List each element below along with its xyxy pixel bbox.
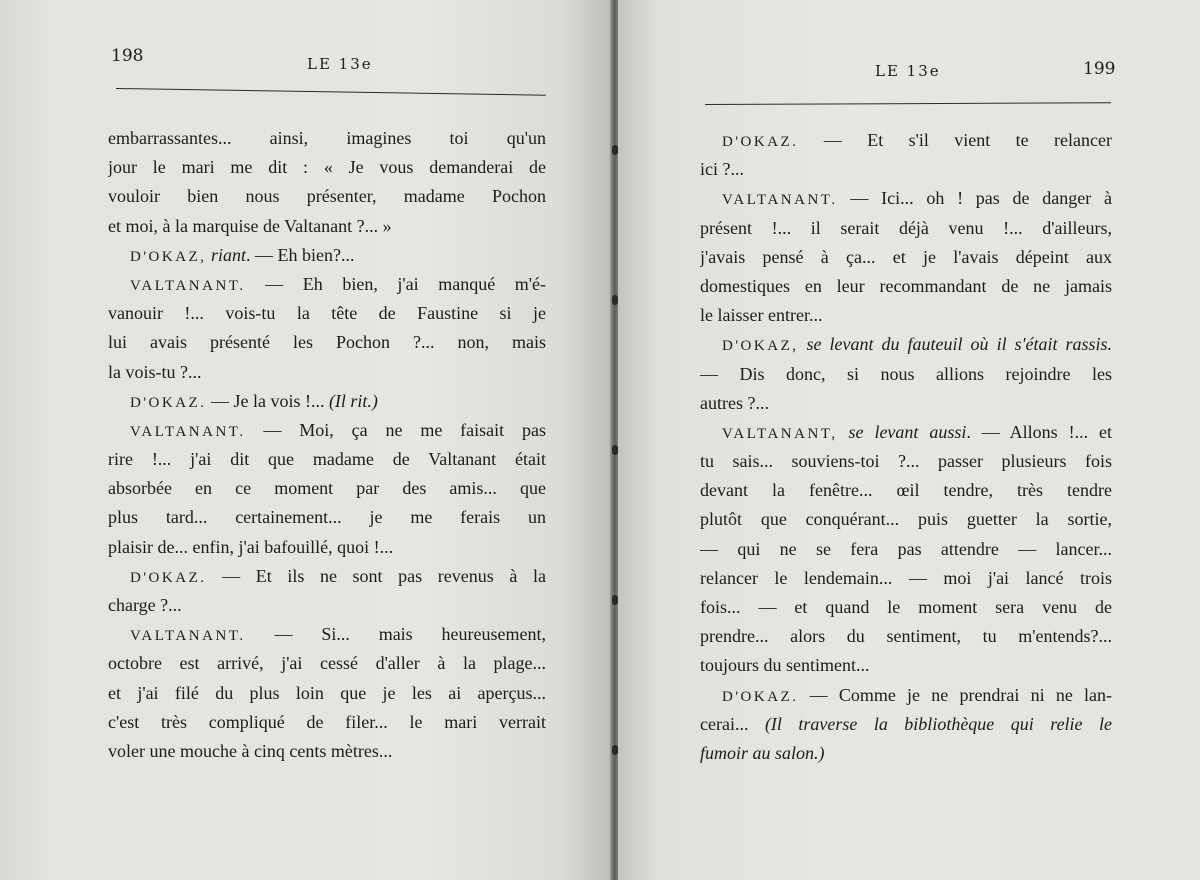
text-line xyxy=(108,737,546,766)
line-text: et moi, à la marquise de Valtanant ?... » xyxy=(108,215,392,236)
stage-direction: fumoir au salon.) xyxy=(700,742,825,763)
left-page-number: 198 xyxy=(111,46,144,66)
line-text: embarrassantes... ainsi, imagines toi qu'un xyxy=(108,128,546,148)
speaker-name: D'OKAZ, xyxy=(130,248,207,265)
text-line xyxy=(108,474,546,503)
text-line xyxy=(700,564,1112,593)
line-text: vanouir !... vois-tu la tête de Faustine si je xyxy=(108,303,546,324)
line-text: plutôt que conquérant... puis guetter la sortie, xyxy=(700,509,1112,530)
line-text: jour le mari me dit : « Je vous demanderai de xyxy=(108,157,546,178)
speaker-name: D'OKAZ, xyxy=(722,338,799,355)
text-line xyxy=(108,270,546,299)
text-line xyxy=(700,447,1112,476)
text-line xyxy=(108,153,546,182)
text-line xyxy=(108,212,546,241)
line-text: — Moi, ça ne me faisait pas xyxy=(245,419,546,440)
line-text: cerai... xyxy=(700,713,765,734)
line-text: . — Allons !... et xyxy=(966,421,1112,442)
stage-direction: se levant aussi xyxy=(848,421,967,442)
line-text: — Si... mais heureusement, xyxy=(245,624,546,645)
text-line xyxy=(700,593,1112,622)
text-line xyxy=(700,476,1112,505)
text-line xyxy=(108,503,546,532)
left-running-head: LE 13e xyxy=(307,55,373,73)
stage-direction: (Il traverse la bibliothèque qui relie le xyxy=(764,713,1112,734)
line-text: . — Eh bien?... xyxy=(245,244,355,265)
line-text: charge ?... xyxy=(108,595,182,615)
text-line xyxy=(108,124,546,153)
speaker-name: VALTANANT. xyxy=(130,277,246,294)
text-line xyxy=(700,505,1112,534)
line-text: absorbée en ce moment par des amis... que xyxy=(108,478,546,499)
speaker-name: D'OKAZ. xyxy=(130,394,207,411)
text-line xyxy=(700,622,1112,651)
line-text: le laisser entrer... xyxy=(700,305,823,326)
speaker-name: D'OKAZ. xyxy=(722,688,799,705)
line-text: domestiques en leur recommandant de ne jamais xyxy=(700,275,1112,296)
speaker-name: VALTANANT. xyxy=(130,628,246,645)
line-text: devant la fenêtre... œil tendre, très tendre xyxy=(700,480,1112,501)
text-line xyxy=(700,360,1112,389)
line-text: ici ?... xyxy=(700,159,744,180)
stage-direction: se levant du fauteuil où il s'était rassis. xyxy=(806,334,1112,355)
line-text: la vois-tu ?... xyxy=(108,361,202,382)
text-line xyxy=(108,182,546,211)
text-line xyxy=(700,681,1112,710)
line-text: — Dis donc, si nous allions rejoindre les xyxy=(700,363,1112,384)
speaker-name: D'OKAZ. xyxy=(722,134,799,150)
text-line xyxy=(700,535,1112,564)
text-line xyxy=(108,708,546,737)
text-line xyxy=(700,389,1112,418)
text-line xyxy=(108,241,546,270)
line-text: — qui ne se fera pas attendre — lancer... xyxy=(700,538,1112,559)
text-line xyxy=(108,358,546,387)
line-text xyxy=(838,422,849,442)
speaker-name: VALTANANT. xyxy=(722,192,838,209)
speaker-name: VALTANANT. xyxy=(130,423,246,440)
text-line xyxy=(108,679,546,708)
right-page xyxy=(618,0,1200,880)
line-text: rire !... j'ai dit que madame de Valtanant était xyxy=(108,449,546,470)
text-line xyxy=(700,418,1112,447)
text-line xyxy=(700,739,1112,768)
text-line xyxy=(700,184,1112,213)
speaker-name: D'OKAZ. xyxy=(130,569,207,586)
line-text: — Ici... oh ! pas de danger à xyxy=(837,188,1112,209)
line-text: relancer le lendemain... — moi j'ai lancé trois xyxy=(700,567,1112,588)
line-text: vouloir bien nous présenter, madame Pochon xyxy=(108,186,546,207)
line-text: — Eh bien, j'ai manqué m'é- xyxy=(245,273,546,294)
line-text: toujours du sentiment... xyxy=(700,655,870,676)
line-text: plaisir de... enfin, j'ai bafouillé, quoi !... xyxy=(108,536,394,557)
right-header-rule xyxy=(705,102,1111,105)
left-page-text xyxy=(108,124,546,766)
text-line xyxy=(108,620,546,649)
line-text: — Et s'il vient te relancer xyxy=(798,130,1112,150)
line-text: présent !... il serait déjà venu !... d'ailleurs, xyxy=(700,217,1112,238)
right-running-head: LE 13e xyxy=(875,62,941,80)
text-line xyxy=(700,651,1112,680)
line-text: tu sais... souviens-toi ?... passer plusieurs fois xyxy=(700,451,1112,472)
line-text: j'avais pensé à ça... et je l'avais dépeint aux xyxy=(700,246,1112,267)
text-line xyxy=(108,328,546,357)
line-text: voler une mouche à cinq cents mètres... xyxy=(108,740,393,761)
left-header-rule xyxy=(116,88,546,96)
line-text: — Je la vois !... xyxy=(206,390,329,411)
text-line xyxy=(108,299,546,328)
line-text: lui avais présenté les Pochon ?... non, mais xyxy=(108,332,546,353)
line-text: autres ?... xyxy=(700,392,769,413)
right-page-text xyxy=(700,126,1112,768)
text-line xyxy=(700,272,1112,301)
text-line xyxy=(700,155,1112,184)
line-text: — Et ils ne sont pas revenus à la xyxy=(206,565,546,586)
text-line xyxy=(700,301,1112,330)
text-line xyxy=(108,591,546,620)
stage-direction: (Il rit.) xyxy=(328,390,378,411)
stage-direction: riant xyxy=(210,244,246,265)
text-line xyxy=(700,126,1112,155)
text-line xyxy=(108,533,546,562)
line-text: fois... — et quand le moment sera venu de xyxy=(700,597,1112,617)
text-line xyxy=(700,330,1112,359)
line-text: c'est très compliqué de filer... le mari verrait xyxy=(108,711,546,732)
right-page-number: 199 xyxy=(1083,59,1116,79)
text-line xyxy=(108,416,546,445)
line-text: prendre... alors du sentiment, tu m'entends?... xyxy=(700,626,1112,647)
text-line xyxy=(108,445,546,474)
text-line xyxy=(108,387,546,416)
line-text: octobre est arrivé, j'ai cessé d'aller à la plage... xyxy=(108,653,546,674)
text-line xyxy=(700,243,1112,272)
line-text: et j'ai filé du plus loin que je les ai aperçus... xyxy=(108,682,546,703)
line-text: plus tard... certainement... je me ferais un xyxy=(108,507,546,528)
text-line xyxy=(108,562,546,591)
text-line xyxy=(108,649,546,678)
text-line xyxy=(700,710,1112,739)
text-line xyxy=(700,214,1112,243)
line-text: — Comme je ne prendrai ni ne lan- xyxy=(798,684,1112,705)
speaker-name: VALTANANT, xyxy=(722,425,838,442)
